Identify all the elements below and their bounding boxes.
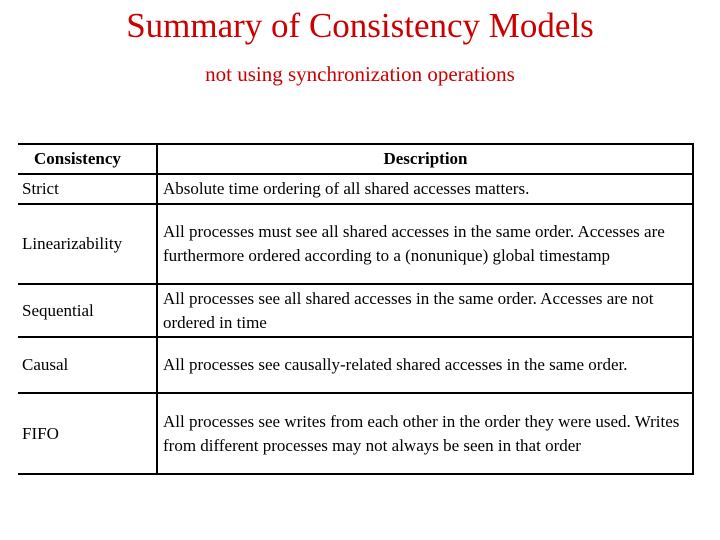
model-description: All processes see writes from each other in the order they were used. Writes from different processes may not always be seen in that order (163, 411, 680, 455)
model-description: All processes must see all shared accesses in the same order. Accesses are furthermore ordered according to a (nonunique) global timestamp (163, 222, 665, 265)
header-consistency: Consistency (18, 145, 158, 173)
model-description: Absolute time ordering of all shared accesses matters. (163, 179, 530, 198)
table-row (18, 338, 692, 394)
model-name: Sequential (18, 285, 158, 336)
table-header-row (18, 145, 692, 175)
table-row (18, 285, 692, 338)
model-name: Causal (18, 338, 158, 392)
table-row (18, 394, 692, 473)
table-row (18, 175, 692, 205)
model-description: All processes see all shared accesses in the same order. Accesses are not ordered in time (163, 288, 654, 332)
table-row (18, 205, 692, 285)
model-description: All processes see causally-related shared accesses in the same order. (163, 355, 628, 374)
page-title: Summary of Consistency Models (126, 6, 594, 45)
model-name: Linearizability (18, 205, 158, 283)
model-name: FIFO (18, 394, 158, 473)
page-subtitle: not using synchronization operations (205, 62, 515, 86)
model-name: Strict (18, 175, 158, 203)
header-description: Description (383, 149, 468, 168)
consistency-models-table (18, 143, 694, 475)
